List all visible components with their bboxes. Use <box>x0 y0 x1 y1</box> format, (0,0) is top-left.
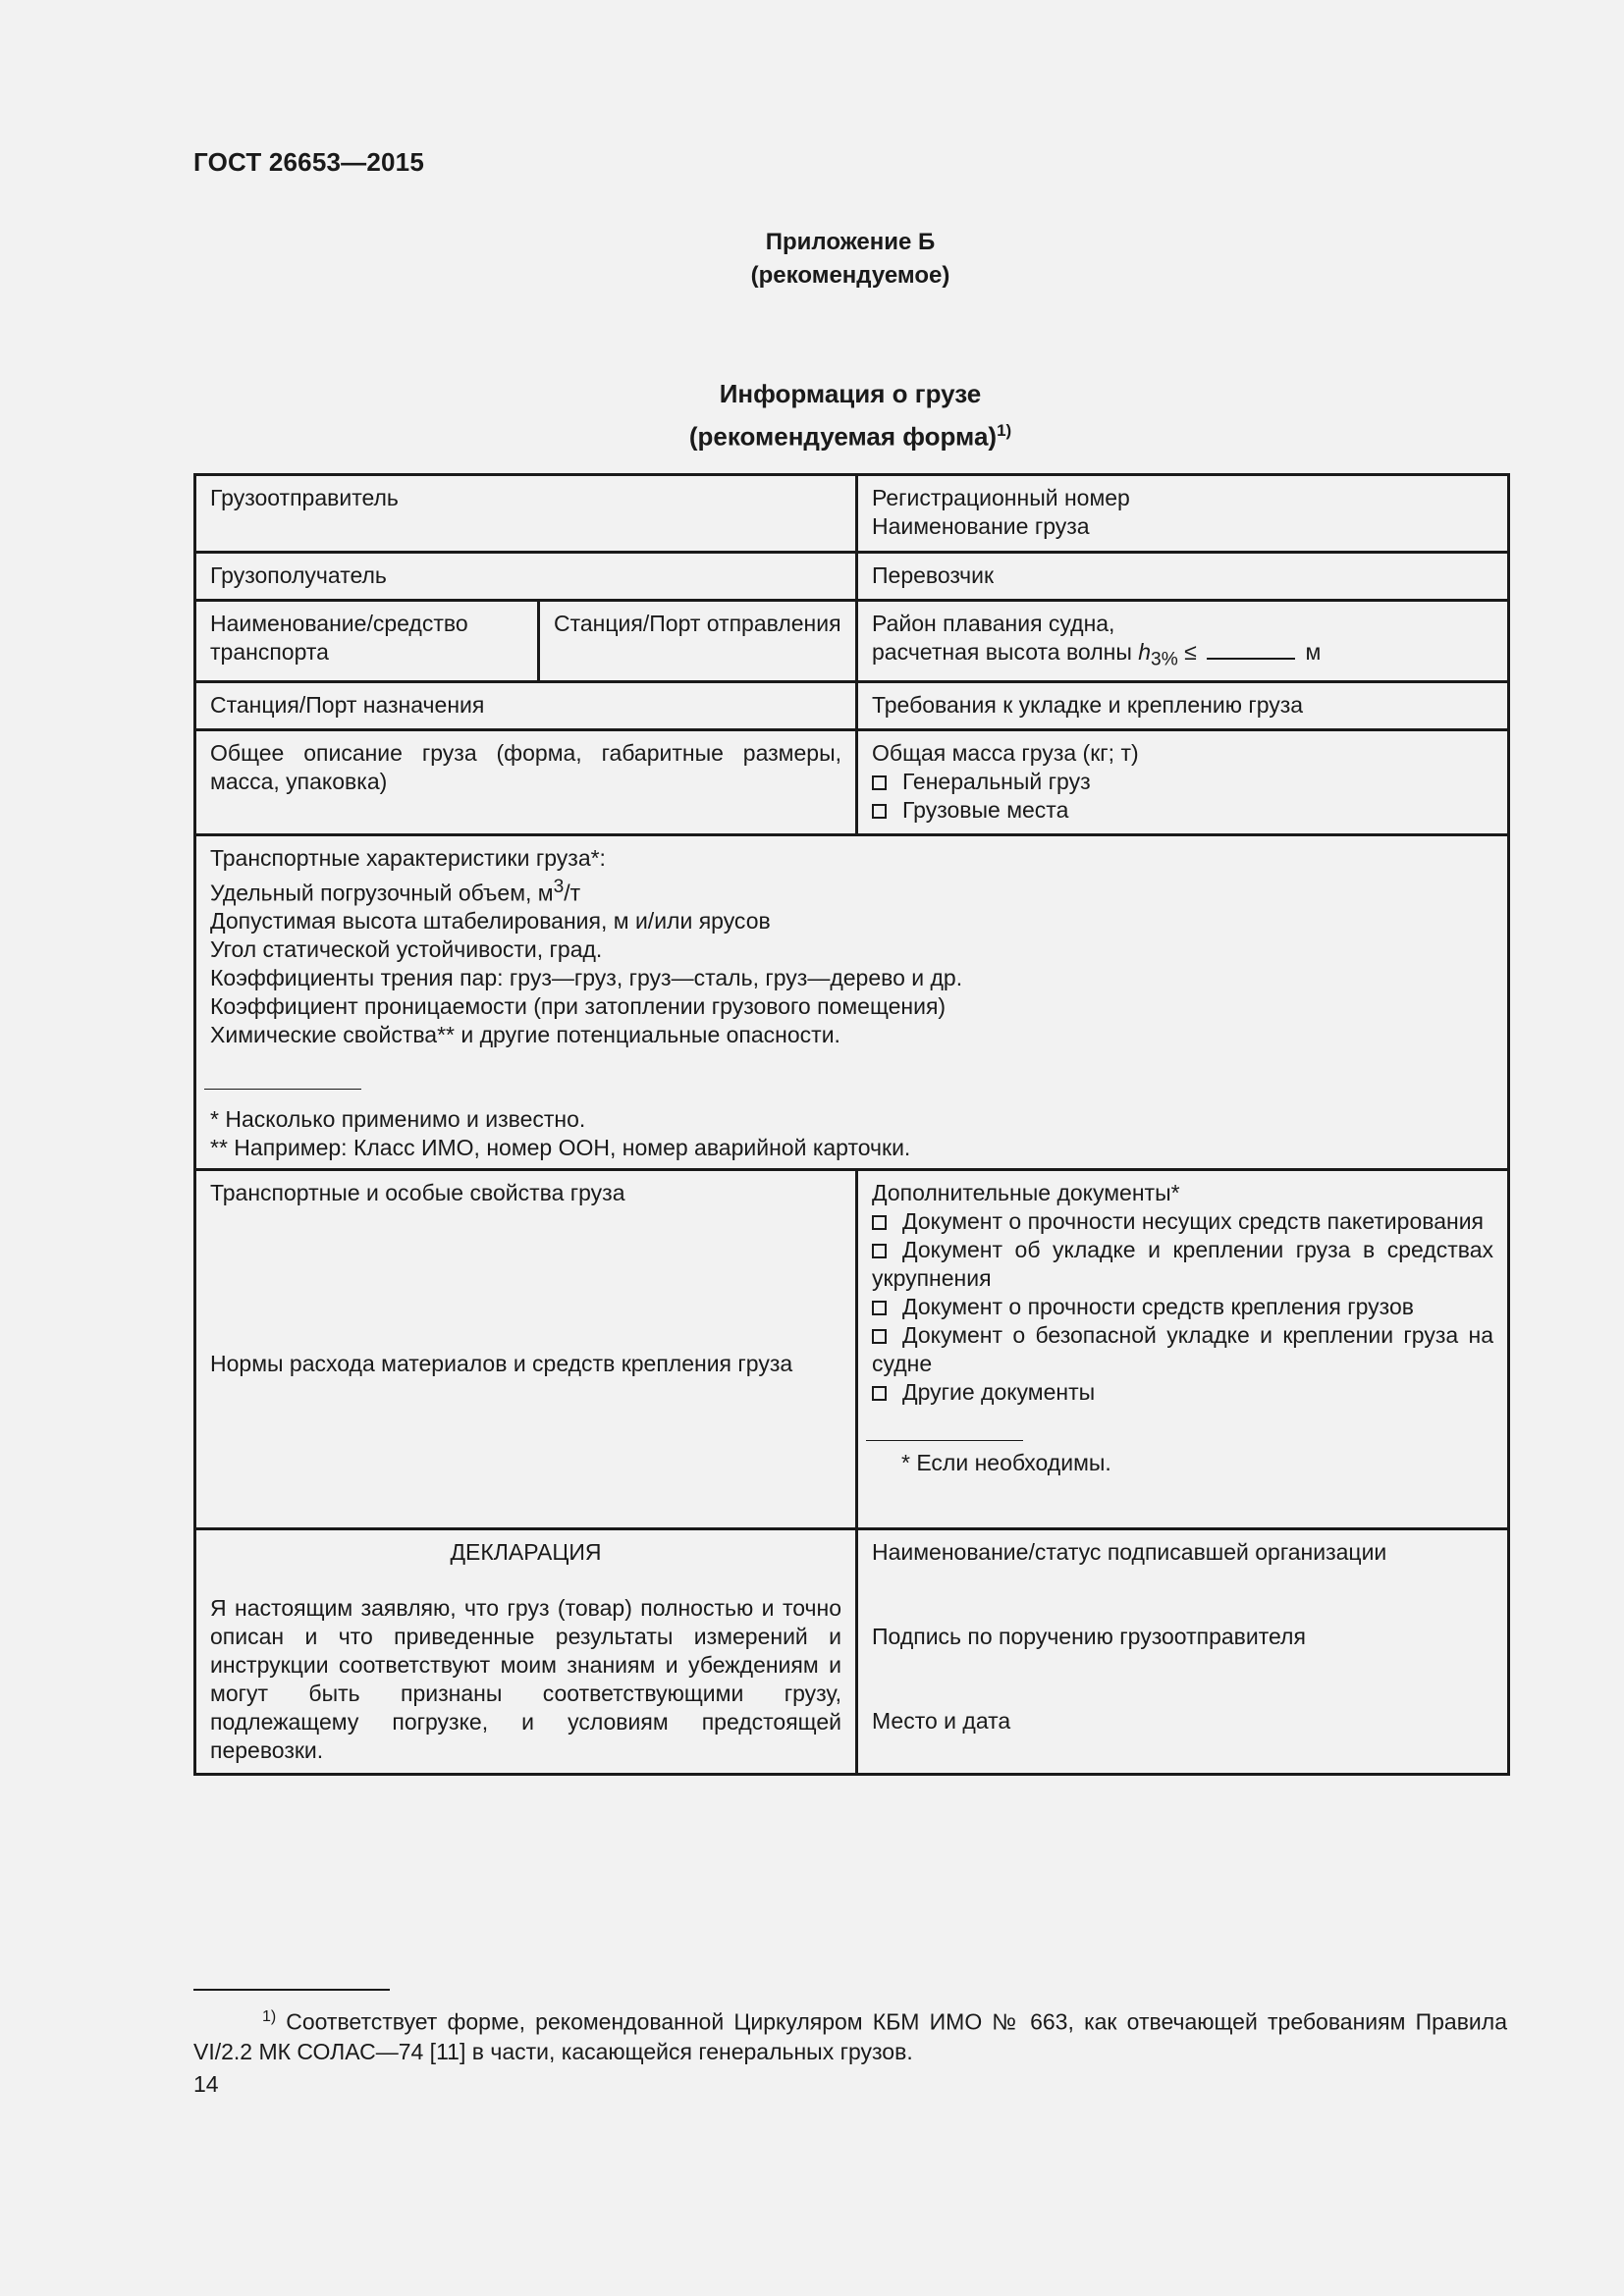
consignee-label: Грузополучатель <box>210 562 387 588</box>
wave-symbol: h <box>1138 639 1152 665</box>
extra-doc-label: Документ о безопасной укладке и креплении груза на судне <box>872 1322 1493 1377</box>
form-title: Информация о грузе <box>719 379 982 408</box>
footnote-text: Соответствует форме, рекомендованной Циркуляром КБМ ИМО № 663, как отвечающей требованиям Правила VI/2.2 МК СОЛАС—74 [11] в части, касающейся генеральных грузов. <box>193 2008 1507 2064</box>
table-row <box>195 681 1509 729</box>
specific-volume-unit: /т <box>564 880 581 906</box>
general-cargo-label: Генеральный груз <box>902 768 1091 794</box>
table-row <box>195 1170 1509 1529</box>
extra-doc-label: Документ об укладке и креплении груза в средствах укрупнения <box>872 1237 1493 1292</box>
signature-label: Подпись по поручению грузоотправителя <box>872 1624 1306 1650</box>
appendix-status: (рекомендуемое) <box>750 262 950 289</box>
wave-height-line <box>872 638 1493 674</box>
appendix-title: Приложение Б <box>765 229 936 255</box>
checkbox-icon[interactable] <box>872 775 887 790</box>
departure-cell[interactable] <box>539 601 857 682</box>
navigation-cell[interactable] <box>857 601 1509 682</box>
page-number: 14 <box>193 2071 219 2097</box>
checkbox-icon[interactable] <box>872 1215 887 1230</box>
consignee-cell[interactable] <box>195 553 857 601</box>
checkbox-icon[interactable] <box>872 1301 887 1315</box>
general-cargo-option[interactable] <box>872 768 1493 796</box>
table-row <box>195 1529 1509 1775</box>
declaration-title: ДЕКЛАРАЦИЯ <box>450 1539 602 1566</box>
form-subtitle <box>193 412 1507 455</box>
stowage-req-cell[interactable] <box>857 681 1509 729</box>
extra-doc-option[interactable] <box>872 1207 1493 1236</box>
note-divider <box>866 1440 1023 1441</box>
transport-chars-cell[interactable] <box>195 834 1509 1170</box>
general-desc-cell[interactable] <box>195 729 857 834</box>
place-date-label: Место и дата <box>872 1708 1011 1735</box>
total-mass-cell[interactable] <box>857 729 1509 834</box>
table-row <box>195 475 1509 553</box>
carrier-label: Перевозчик <box>872 562 995 588</box>
extra-docs-note: * Если необходимы. <box>901 1450 1111 1476</box>
declaration-text: Я настоящим заявляю, что груз (товар) полностью и точно описан и что приведенные результаты измерений и инструкции соответствуют моим знаниям и убеждениям и могут быть признаны соответствующими грузу, подлежащему погрузке, и условиям предстоящей перевозки. <box>210 1595 841 1764</box>
extra-docs-cell[interactable] <box>857 1170 1509 1529</box>
destination-label: Станция/Порт назначения <box>210 691 485 718</box>
material-norms-label: Нормы расхода материалов и средств крепления груза <box>210 1351 793 1377</box>
departure-label: Станция/Порт отправления <box>554 611 841 636</box>
standard-code: ГОСТ 26653—2015 <box>193 147 424 177</box>
extra-doc-label: Документ о прочности средств крепления грузов <box>902 1294 1414 1320</box>
wave-height-blank[interactable] <box>1207 658 1295 660</box>
extra-doc-label: Документ о прочности несущих средств пакетирования <box>902 1208 1484 1235</box>
wave-sub: 3% <box>1151 649 1178 670</box>
registration-cell[interactable] <box>857 475 1509 553</box>
transport-note-1: * Насколько применимо и известно. <box>210 1106 586 1133</box>
wave-le: ≤ <box>1184 639 1197 665</box>
cargo-info-form <box>193 473 1510 1776</box>
form-subtitle-text: (рекомендуемая форма) <box>688 421 998 452</box>
form-heading <box>193 375 1507 455</box>
navigation-area-label: Район плавания судна, <box>872 611 1115 636</box>
extra-doc-label: Другие документы <box>902 1379 1096 1406</box>
extra-docs-title: Дополнительные документы* <box>872 1180 1180 1206</box>
specific-volume-line <box>210 873 1493 908</box>
destination-cell[interactable] <box>195 681 857 729</box>
appendix-heading <box>193 226 1507 293</box>
extra-doc-option[interactable] <box>872 1321 1493 1378</box>
note-divider <box>204 1089 361 1090</box>
checkbox-icon[interactable] <box>872 1329 887 1344</box>
extra-doc-option[interactable] <box>872 1236 1493 1293</box>
footnote-divider <box>193 1989 390 1991</box>
table-row <box>195 834 1509 1170</box>
transport-chars-title: Транспортные характеристики груза*: <box>210 844 606 871</box>
transport-char-line: Допустимая высота штабелирования, м и/или ярусов <box>210 908 771 934</box>
transport-label: Наименование/средство транспорта <box>210 611 468 665</box>
transport-cell[interactable] <box>195 601 539 682</box>
table-row <box>195 729 1509 834</box>
extra-doc-option[interactable] <box>872 1293 1493 1321</box>
table-row <box>195 601 1509 682</box>
footnote <box>193 2002 1507 2066</box>
total-mass-label: Общая масса груза (кг; т) <box>872 739 1139 766</box>
carrier-cell[interactable] <box>857 553 1509 601</box>
wave-prefix: расчетная высота волны <box>872 639 1132 665</box>
general-desc-label: Общее описание груза (форма, габаритные размеры, масса, упаковка) <box>210 739 841 794</box>
cargo-pieces-label: Грузовые места <box>902 796 1069 823</box>
reg-number-label: Регистрационный номер <box>872 485 1130 510</box>
special-props-cell[interactable] <box>195 1170 857 1529</box>
cargo-pieces-option[interactable] <box>872 796 1493 825</box>
table-row <box>195 553 1509 601</box>
shipper-cell[interactable] <box>195 475 857 553</box>
transport-char-line: Угол статической устойчивости, град. <box>210 936 603 963</box>
cargo-name-label: Наименование груза <box>872 513 1090 539</box>
transport-char-line: Химические свойства** и другие потенциальные опасности. <box>210 1022 840 1048</box>
declaration-cell[interactable] <box>195 1529 857 1775</box>
footnote-mark: 1) <box>262 2008 277 2025</box>
transport-char-line: Коэффициенты трения пар: груз—груз, груз—сталь, груз—дерево и др. <box>210 965 963 991</box>
form-footnote-mark: 1) <box>997 421 1012 440</box>
transport-char-line: Коэффициент проницаемости (при затоплении грузового помещения) <box>210 993 947 1020</box>
signature-cell[interactable] <box>857 1529 1509 1775</box>
shipper-label: Грузоотправитель <box>210 485 399 510</box>
transport-note-2: ** Например: Класс ИМО, номер ООН, номер аварийной карточки. <box>210 1135 911 1161</box>
extra-doc-option[interactable] <box>872 1378 1493 1407</box>
stowage-req-label: Требования к укладке и креплению груза <box>872 691 1304 718</box>
specific-volume-exp: 3 <box>553 876 565 897</box>
special-props-label: Транспортные и особые свойства груза <box>210 1180 625 1206</box>
checkbox-icon[interactable] <box>872 1386 887 1401</box>
wave-unit: м <box>1305 639 1322 665</box>
checkbox-icon[interactable] <box>872 804 887 819</box>
checkbox-icon[interactable] <box>872 1244 887 1258</box>
org-status-label: Наименование/статус подписавшей организации <box>872 1539 1387 1566</box>
specific-volume-text: Удельный погрузочный объем, м <box>210 880 554 906</box>
